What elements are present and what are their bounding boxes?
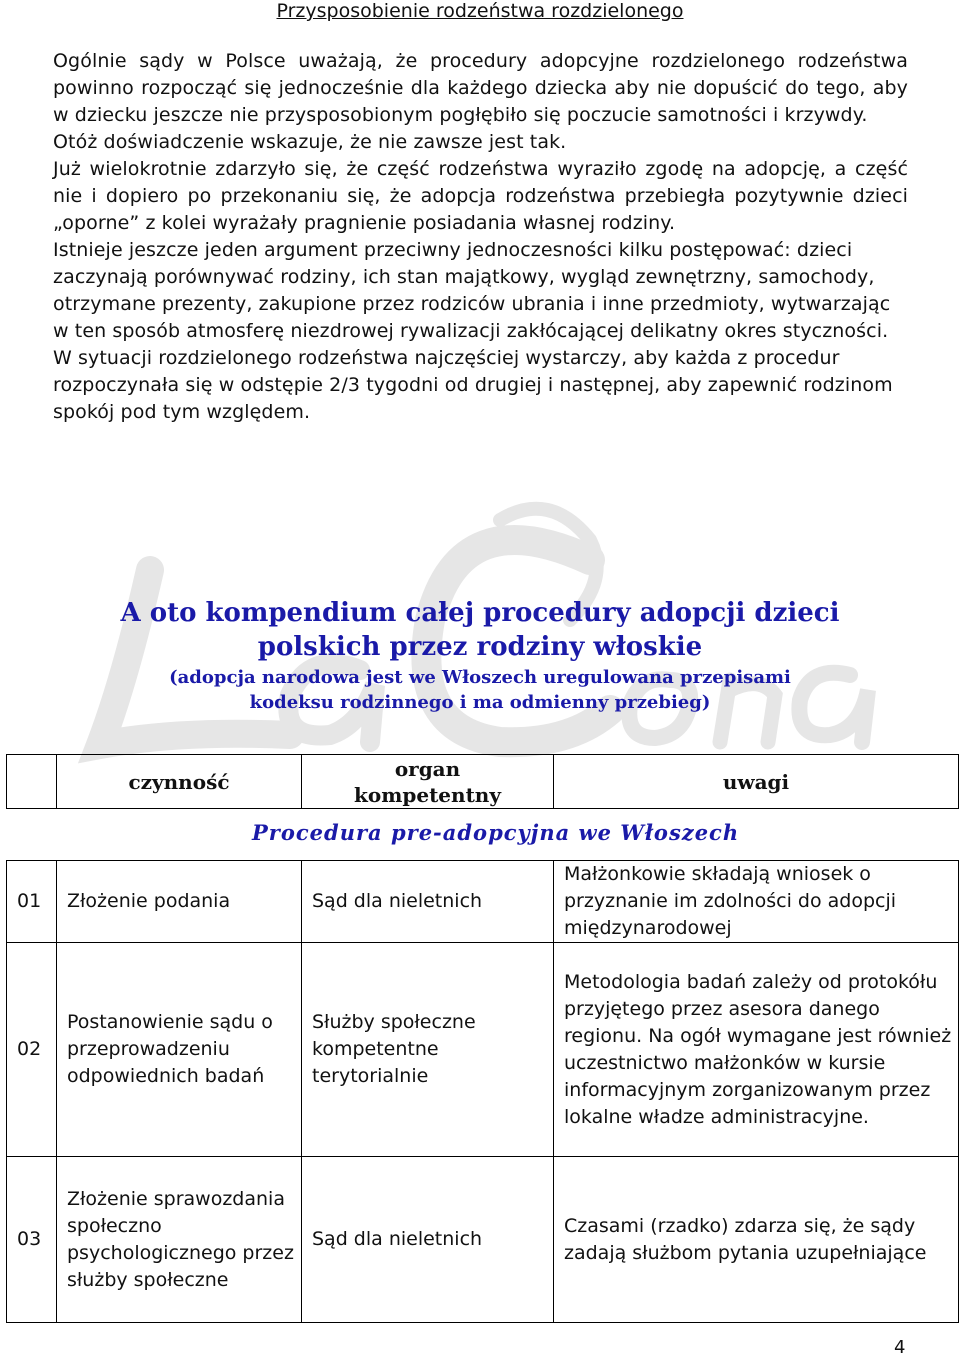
row-organ: Sąd dla nieletnich [302, 1157, 554, 1323]
table-row [7, 943, 959, 1157]
page-number: 4 [894, 1337, 906, 1358]
paragraph-5: W sytuacji rozdzielonego rodzeństwa najczęściej wystarczy, aby każda z procedur rozpoczynała się w odstępie 2/3 tygodni od drugiej i następnej, aby zapewnić rodzinom spokój pod tym względem. [53, 347, 893, 423]
headline-line-3: (adopcja narodowa jest we Włoszech uregulowana przepisami [169, 667, 791, 688]
row-action: Złożenie podania [57, 861, 302, 943]
row-notes: Małżonkowie składają wniosek o przyznanie im zdolności do adopcji międzynarodowej [554, 861, 959, 943]
row-action: Złożenie sprawozdania społeczno psychologicznego przez służby społeczne [57, 1157, 302, 1323]
row-action: Postanowienie sądu o przeprowadzeniu odpowiednich badań [57, 943, 302, 1157]
table-row [7, 861, 959, 943]
row-organ: Sąd dla nieletnich [302, 861, 554, 943]
headline-line-1: A oto kompendium całej procedury adopcji dzieci [120, 598, 840, 628]
headline-line-4: kodeksu rodzinnego i ma odmienny przebieg) [249, 692, 711, 713]
paragraph-3: Już wielokrotnie zdarzyło się, że część rodzeństwa wyraziło zgodę na adopcję, a część nie i dopiero po przekonaniu się, że adopcja rodzeństwa przebiegła pozytywnie dzieci „oporne” z kolei wyrażały pragnienie posiadania własnej rodziny. [53, 158, 908, 234]
headline [0, 596, 960, 715]
section-title: Przysposobienie rodzeństwa rozdzielonego [276, 0, 684, 22]
row-number: 02 [7, 943, 57, 1157]
row-notes: Czasami (rzadko) zdarza się, że sądy zadają służbom pytania uzupełniające [554, 1157, 959, 1323]
table-header [6, 754, 959, 809]
row-notes: Metodologia badań zależy od protokółu przyjętego przez asesora danego regionu. Na ogół wymagane jest również uczestnictwo małżonków w kursie informacyjnym zorganizowanym przez lokalne władze administracyjne. [554, 943, 959, 1157]
paragraph-2: Otóż doświadczenie wskazuje, że nie zawsze jest tak. [53, 131, 567, 153]
header-organ: organ kompetentny [302, 755, 554, 809]
paragraph-4: Istnieje jeszcze jeden argument przeciwny jednoczesności kilku postępować: dzieci zaczynają porównywać rodziny, ich stan majątkowy, wygląd zewnętrzny, samochody, otrzymane prezenty, zakupione przez rodziców ubrania i inne przedmioty, wytwarzając w ten sposób atmosferę niezdrowej rywalizacji zakłócającej delikatny okres styczności. [53, 239, 891, 342]
row-number: 01 [7, 861, 57, 943]
row-number: 03 [7, 1157, 57, 1323]
paragraph-1: Ogólnie sądy w Polsce uważają, że procedury adopcyjne rozdzielonego rodzeństwa powinno rozpocząć się jednocześnie dla każdego dziecka aby nie dopuścić do tego, aby w dziecku jeszcze nie przysposobionym pogłębiło się poczucie samotności i krzywdy. [53, 50, 908, 126]
header-number [7, 755, 57, 809]
header-action: czynność [57, 755, 302, 809]
procedure-label: Procedura pre-adopcyjna we Włoszech [252, 820, 740, 845]
body-text [53, 48, 908, 426]
headline-line-2: polskich przez rodziny włoskie [257, 632, 703, 662]
row-organ: Służby społeczne kompetentne terytorialnie [302, 943, 554, 1157]
table-row [7, 1157, 959, 1323]
header-notes: uwagi [554, 755, 959, 809]
procedure-table [6, 860, 959, 1323]
